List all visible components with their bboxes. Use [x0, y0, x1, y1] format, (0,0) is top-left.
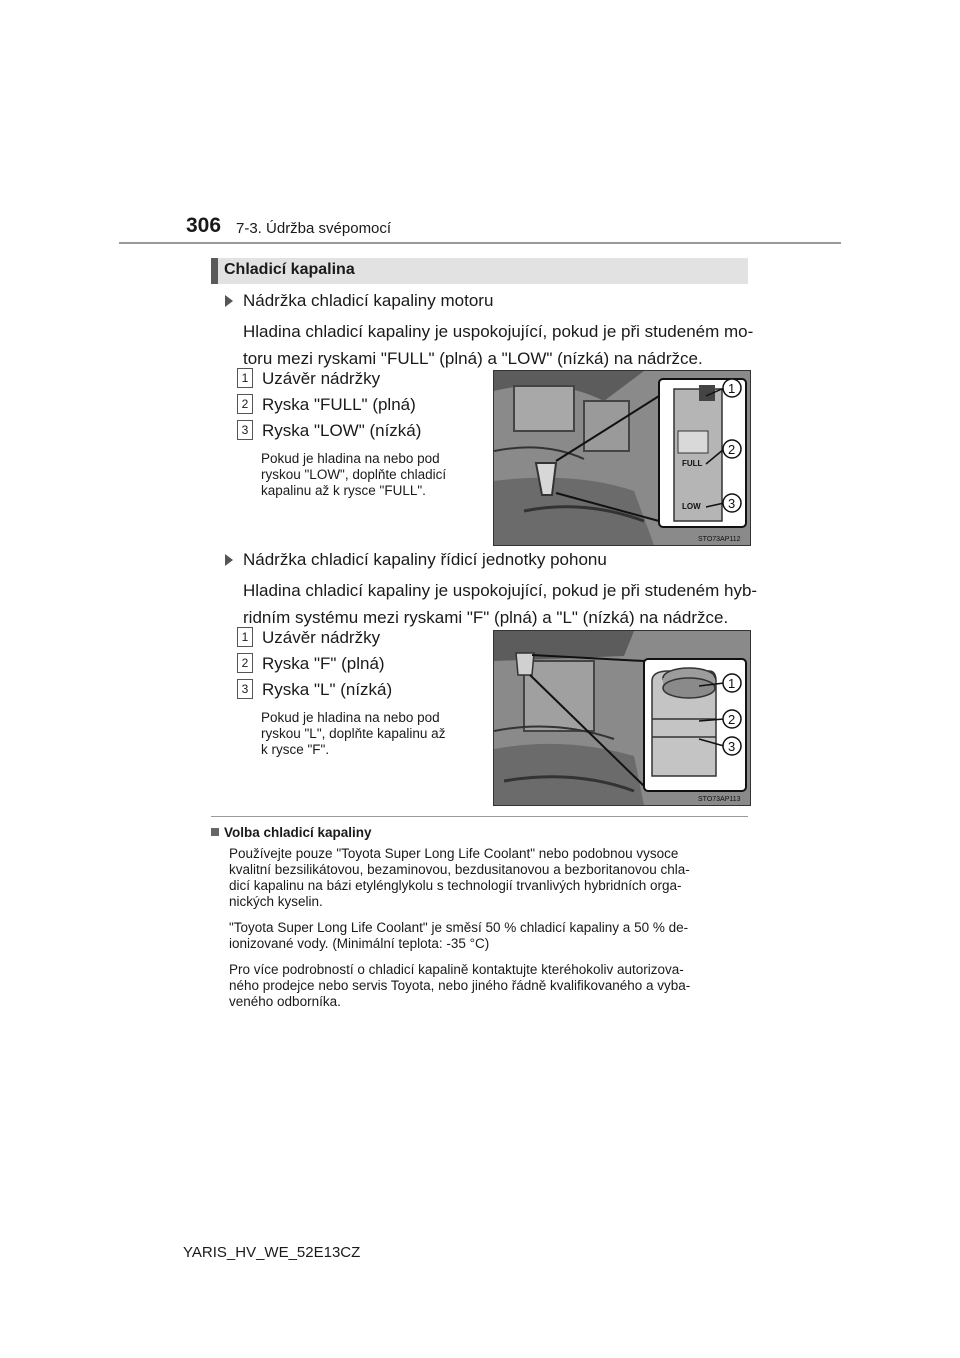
number-2-icon: 2	[237, 394, 253, 414]
page-number: 306	[186, 214, 222, 237]
selection-paragraph-2: "Toyota Super Long Life Coolant" je směsí 50 % chladicí kapaliny a 50 % de- ionizované vody. (Minimální teplota: -35 °C)	[229, 920, 689, 951]
callout-3: 3	[728, 739, 736, 754]
block2-paragraph: Hladina chladicí kapaliny je uspokojující, pokud je při studeném hyb- ridním systému mezi ryskami "F" (plná) a "L" (nízká) na nádržce.	[243, 581, 758, 627]
block1-item-2: 2 Ryska "FULL" (plná)	[237, 395, 416, 416]
callout-2: 2	[728, 442, 736, 457]
block1-item-3: 3 Ryska "LOW" (nízká)	[237, 421, 421, 442]
callout-1: 1	[728, 676, 736, 691]
header-divider	[119, 242, 841, 244]
section-title: 7-3. Údržba svépomocí	[236, 220, 392, 237]
engine-coolant-reservoir-photo	[493, 370, 751, 546]
callout-1: 1	[728, 381, 736, 396]
full-mark-text: FULL	[682, 459, 703, 468]
arrow-icon	[225, 295, 233, 307]
block1-heading: Nádržka chladicí kapaliny motoru	[225, 291, 493, 311]
number-2-icon: 2	[237, 653, 253, 673]
block2-item-2: 2 Ryska "F" (plná)	[237, 654, 385, 675]
number-1-icon: 1	[237, 368, 253, 388]
block1-item-1: 1 Uzávěr nádržky	[237, 369, 380, 390]
selection-heading: Volba chladicí kapaliny	[211, 825, 372, 840]
number-1-icon: 1	[237, 627, 253, 647]
block2-note: Pokud je hladina na nebo pod ryskou "L", doplňte kapalinu až k rysce "F".	[261, 710, 446, 757]
block2-item-1: 1 Uzávěr nádržky	[237, 628, 380, 649]
figure-caption: STO73AP113	[698, 796, 741, 803]
callout-2: 2	[728, 712, 736, 727]
block2-heading: Nádržka chladicí kapaliny řídicí jednotky pohonu	[225, 550, 607, 570]
block2-item-3: 3 Ryska "L" (nízká)	[237, 680, 392, 701]
pcu-coolant-reservoir-photo	[493, 630, 751, 806]
square-bullet-icon	[211, 828, 219, 836]
block1-paragraph: Hladina chladicí kapaliny je uspokojující, pokud je při studeném mo- toru mezi ryskami "FULL" (plná) a "LOW" (nízká) na nádržce.	[243, 322, 754, 368]
number-3-icon: 3	[237, 679, 253, 699]
number-3-icon: 3	[237, 420, 253, 440]
arrow-icon	[225, 554, 233, 566]
page-title: Chladicí kapalina	[224, 261, 355, 278]
section-divider	[211, 816, 748, 817]
callout-3: 3	[728, 496, 736, 511]
selection-paragraph-1: Používejte pouze "Toyota Super Long Life Coolant" nebo podobnou vysoce kvalitní bezsilikátovou, bezaminovou, bezdusitanovou a bezboritanovou chla- dicí kapalinu na bázi etylénglykolu s technologií trvanlivých hybridních orga- nických kyselin.	[229, 846, 690, 909]
low-mark-text: LOW	[682, 502, 701, 511]
figure-caption: STO73AP112	[698, 536, 741, 543]
block1-note: Pokud je hladina na nebo pod ryskou "LOW", doplňte chladicí kapalinu až k rysce "FULL".	[261, 451, 447, 498]
selection-paragraph-3: Pro více podrobností o chladicí kapalině kontaktujte kteréhokoliv autorizova- ného prodejce nebo servis Toyota, nebo jiného řádně kvalifikovaného a vyba- veného odborníka.	[229, 962, 691, 1009]
document-code: YARIS_HV_WE_52E13CZ	[183, 1244, 361, 1261]
